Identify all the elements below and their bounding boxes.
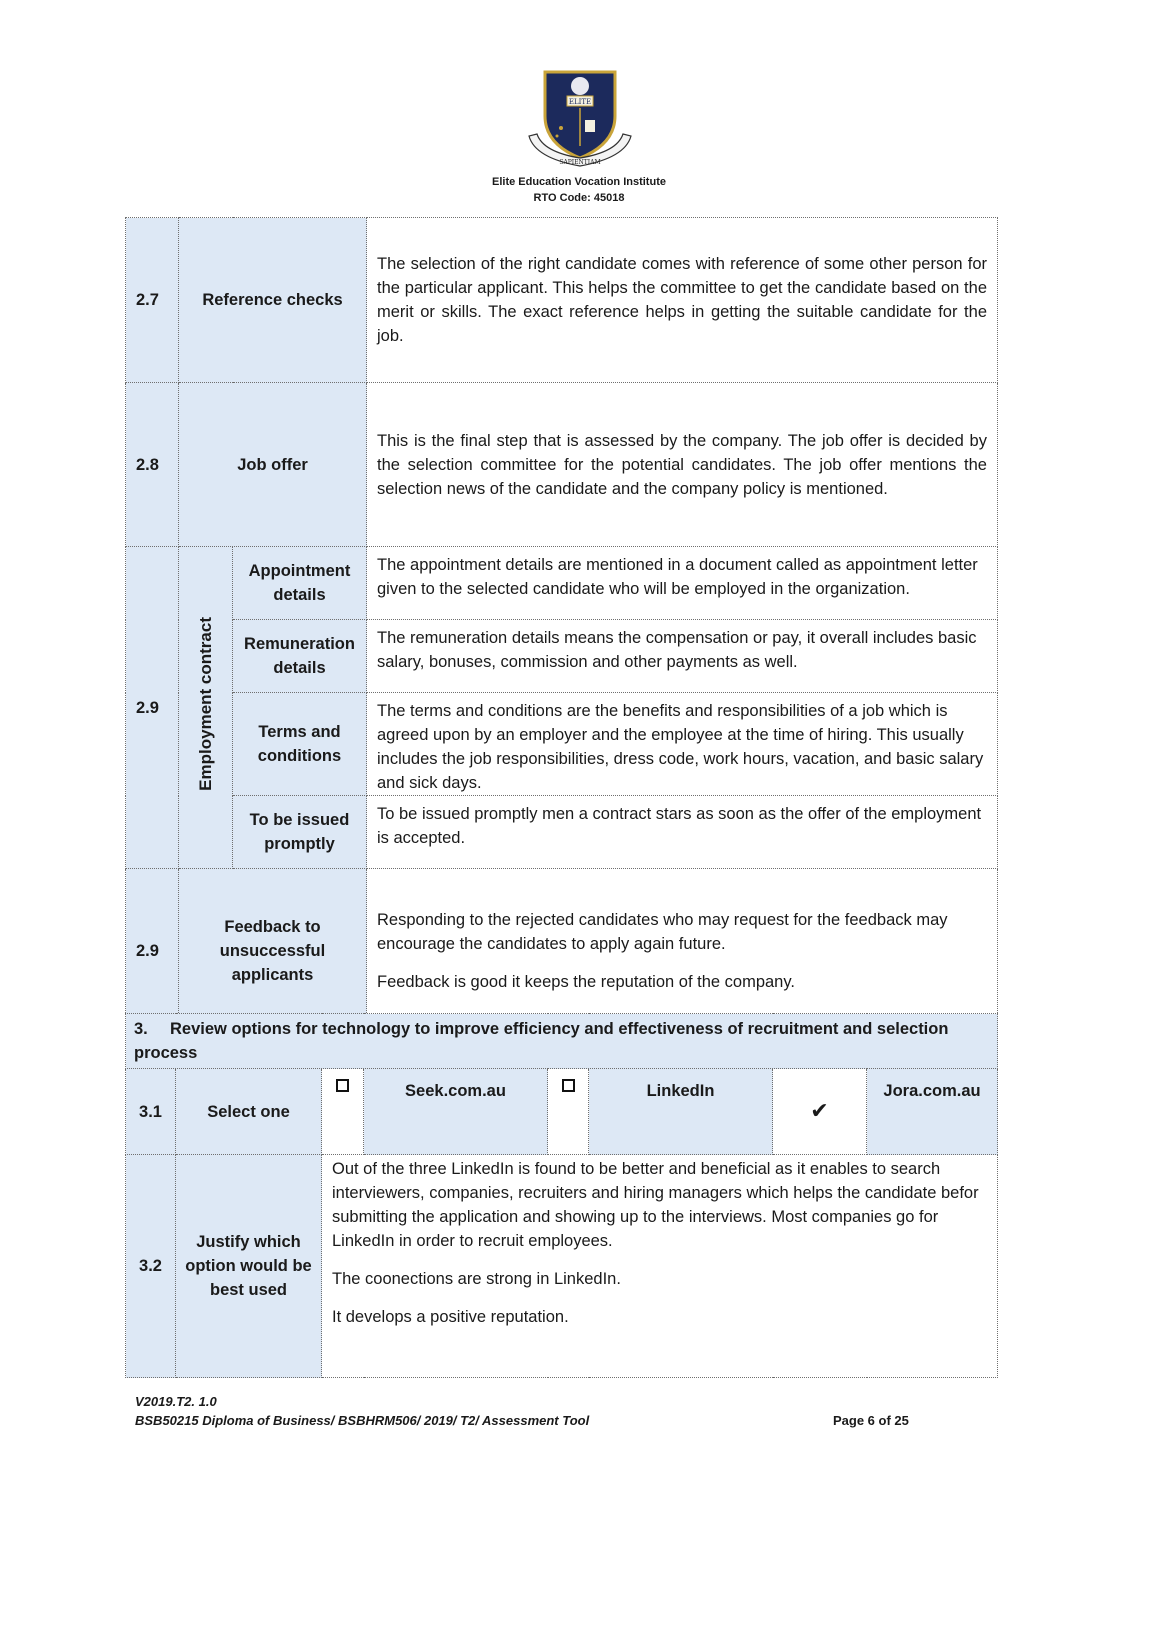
- row-answer: [367, 869, 998, 1033]
- row-number: 2.9: [126, 547, 179, 869]
- row-answer: [367, 383, 998, 547]
- section-number: 3.: [134, 1020, 148, 1038]
- table-row: [126, 218, 998, 383]
- question-number: 3.2: [126, 1155, 176, 1378]
- option-jora: Jora.com.au: [867, 1069, 998, 1155]
- footer-page-number: Page 6 of 25: [833, 1413, 909, 1428]
- section-title: Review options for technology to improve efficiency and effectiveness of recruitment and selection process: [134, 1020, 949, 1062]
- table-row: [126, 620, 998, 693]
- sub-label: Terms and conditions: [233, 693, 367, 796]
- employment-contract-group: [179, 547, 233, 869]
- option-linkedin: LinkedIn: [589, 1069, 773, 1155]
- institute-crest-logo: [525, 66, 635, 172]
- answer-paragraph: Feedback is good it keeps the reputation of the company.: [377, 972, 795, 991]
- select-one-row: [126, 1069, 998, 1155]
- row-answer: [367, 218, 998, 383]
- footer-course: BSB50215 Diploma of Business/ BSBHRM506/ 2019/ T2/ Assessment Tool: [135, 1413, 590, 1428]
- row-label: Feedback to unsuccessful applicants: [179, 869, 367, 1033]
- checkbox-empty-icon: [562, 1079, 575, 1092]
- answer-paragraph: This is the final step that is assessed by the company. The job offer is decided by the selection committee for the potential candidates. The job offer mentions the selection news of the candidate and the company policy is mentioned.: [377, 431, 987, 498]
- crest-shield-text: ELITE: [568, 98, 592, 106]
- section-heading: [126, 1014, 998, 1069]
- row-number: 2.7: [126, 218, 179, 383]
- jora-checkbox[interactable]: [773, 1069, 867, 1155]
- table-row: [126, 547, 998, 620]
- table-row: [126, 869, 998, 1033]
- sub-label: Remuneration details: [233, 620, 367, 693]
- answer-paragraph: Responding to the rejected candidates who may request for the feedback may encourage the candidates to apply again future.: [377, 910, 948, 953]
- seek-checkbox[interactable]: [322, 1069, 364, 1155]
- sub-answer: To be issued promptly men a contract stars as soon as the offer of the employment is accepted.: [367, 796, 998, 869]
- justify-row: [126, 1155, 998, 1378]
- checkbox-empty-icon: [336, 1079, 349, 1092]
- rto-code: RTO Code: 45018: [533, 192, 625, 204]
- crest-motto-text: SAPIENTIAM: [559, 159, 601, 166]
- sub-answer: The terms and conditions are the benefits and responsibilities of a job which is agreed upon by an employer and the employee at the time of hiring. This usually includes the job responsibilities, dress code, work hours, vacation, and basic salary and sick days.: [367, 693, 998, 796]
- answer-paragraph: Out of the three LinkedIn is found to be better and beneficial as it enables to search interviewers, companies, recruiters and hiring managers which helps the candidate befor submitting the application and showing up to the interviews. Most companies go for LinkedIn in order to recruit employees.: [332, 1160, 979, 1250]
- justification-answer: [322, 1155, 998, 1378]
- table-row: [126, 796, 998, 869]
- section-3-table: [125, 1013, 998, 1378]
- group-label: Employment contract: [195, 617, 215, 791]
- linkedin-checkbox[interactable]: [548, 1069, 589, 1155]
- answer-paragraph: The selection of the right candidate comes with reference of some other person for the particular applicant. This helps the committee to get the candidate based on the merit or skills. The exact reference helps in getting the suitable candidate for the job.: [377, 255, 987, 345]
- question-label: Select one: [176, 1069, 322, 1155]
- sub-answer: The appointment details are mentioned in a document called as appointment letter given to the selected candidate who will be employed in the organization.: [367, 547, 998, 620]
- row-label: Reference checks: [179, 218, 367, 383]
- checkmark-icon: ✔: [810, 1097, 829, 1123]
- row-number: 2.9: [126, 869, 179, 1033]
- question-number: 3.1: [126, 1069, 176, 1155]
- option-seek: Seek.com.au: [364, 1069, 548, 1155]
- table-row: [126, 693, 998, 796]
- sub-label: To be issued promptly: [233, 796, 367, 869]
- institute-name: Elite Education Vocation Institute: [492, 176, 666, 188]
- answer-paragraph: The coonections are strong in LinkedIn.: [332, 1270, 621, 1288]
- section-heading-row: [126, 1014, 998, 1069]
- row-number: 2.8: [126, 383, 179, 547]
- sub-label: Appointment details: [233, 547, 367, 620]
- table-row: [126, 383, 998, 547]
- assessment-table: [125, 217, 998, 1033]
- footer-version: V2019.T2. 1.0: [135, 1394, 217, 1409]
- row-label: Job offer: [179, 383, 367, 547]
- sub-answer: The remuneration details means the compensation or pay, it overall includes basic salary, bonuses, commission and other payments as well.: [367, 620, 998, 693]
- question-label: Justify which option would be best used: [176, 1155, 322, 1378]
- answer-paragraph: It develops a positive reputation.: [332, 1308, 569, 1326]
